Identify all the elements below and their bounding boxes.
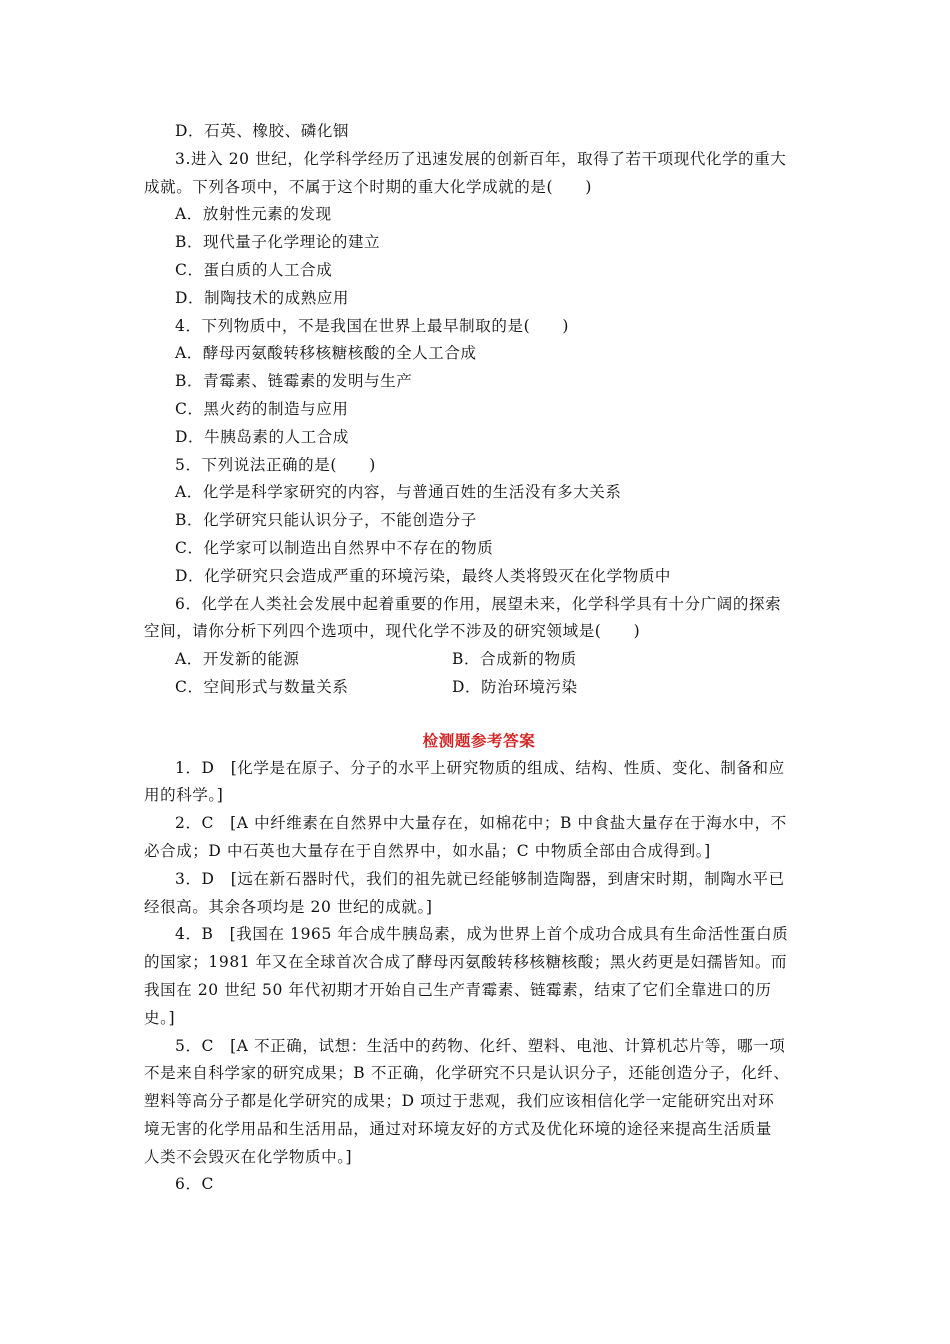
q6-option-a: A．开发新的能源 [175, 650, 300, 669]
answer-4-line-3: 我国在 20 世纪 50 年代初期才开始自己生产青霉素、链霉素，结束了它们全靠进口的历 [144, 980, 772, 999]
q5-option-a: A．化学是科学家研究的内容，与普通百姓的生活没有多大关系 [175, 483, 622, 502]
q4-option-d: D．牛胰岛素的人工合成 [175, 427, 350, 446]
answer-3-line-1: 3．D [远在新石器时代，我们的祖先就已经能够制造陶器，到唐宋时期，制陶水平已 [175, 869, 785, 888]
answer-2-line-1: 2．C [A 中纤维素在自然界中大量存在，如棉花中；B 中食盐大量存在于海水中，不 [175, 814, 787, 833]
q4-option-b: B．青霉素、链霉素的发明与生产 [175, 372, 413, 391]
q5-option-c: C．化学家可以制造出自然界中不存在的物质 [175, 538, 494, 557]
document-page [144, 118, 814, 1199]
q3-option-a: A．放射性元素的发现 [175, 205, 332, 224]
q5-option-b: B．化学研究只能认识分子，不能创造分子 [175, 511, 477, 530]
answer-5-line-3: 塑料等高分子都是化学研究的成果；D 项过于悲观，我们应该相信化学一定能研究出对环 [144, 1092, 775, 1111]
section-gap [144, 702, 814, 727]
q6-option-b: B．合成新的物质 [452, 650, 577, 669]
answer-3-line-2: 经很高。其余各项均是 20 世纪的成就。] [144, 897, 433, 916]
q6-option-c: C．空间形式与数量关系 [175, 677, 349, 696]
q3-stem-line-1: 3.进入 20 世纪，化学科学经历了迅速发展的创新百年，取得了若干项现代化学的重大 [175, 149, 787, 168]
q6-options-row-2 [144, 674, 814, 702]
q4-stem: 4．下列物质中，不是我国在世界上最早制取的是( ) [175, 316, 570, 335]
q5-option-d: D．化学研究只会造成严重的环境污染，最终人类将毁灭在化学物质中 [175, 566, 672, 585]
q3-option-d: D．制陶技术的成熟应用 [175, 288, 350, 307]
answer-5-line-2: 不是来自科学家的研究成果；B 不正确，化学研究不只是认识分子，还能创造分子，化纤、 [144, 1064, 790, 1083]
q3-stem-line-2: 成就。下列各项中，不属于这个时期的重大化学成就的是( ) [144, 177, 592, 196]
q6-stem-line-1: 6．化学在人类社会发展中起着重要的作用，展望未来，化学科学具有十分广阔的探索 [175, 594, 782, 613]
answer-6-line-1: 6．C [175, 1175, 215, 1194]
answer-5-line-4: 境无害的化学用品和生活用品，通过对环境友好的方式及优化环境的途径来提高生活质量 [144, 1119, 772, 1138]
q3-option-c: C．蛋白质的人工合成 [175, 260, 333, 279]
q5-stem: 5．下列说法正确的是( ) [175, 455, 376, 474]
answers-heading: 检测题参考答案 [422, 730, 536, 750]
answer-1-line-1: 1．D [化学是在原子、分子的水平上研究物质的组成、结构、性质、变化、制备和应 [175, 758, 785, 777]
q6-stem-line-2: 空间，请你分析下列四个选项中，现代化学不涉及的研究领域是( ) [144, 622, 641, 641]
q6-options-row-1 [144, 646, 814, 674]
answer-5-line-1: 5．C [A 不正确，试想：生活中的药物、化纤、塑料、电池、计算机芯片等，哪一项 [175, 1036, 786, 1055]
answer-1-line-2: 用的科学。] [144, 786, 224, 805]
q6-option-d: D．防治环境污染 [452, 677, 578, 696]
answer-4-line-4: 史。] [144, 1008, 176, 1027]
answer-4-line-1: 4．B [我国在 1965 年合成牛胰岛素，成为世界上首个成功合成具有生命活性蛋白质 [175, 925, 789, 944]
answer-4-line-2: 的国家；1981 年又在全球首次合成了酵母丙氨酸转移核糖核酸；黑火药更是妇孺皆知。而 [144, 953, 788, 972]
q4-option-c: C．黑火药的制造与应用 [175, 399, 349, 418]
answer-5-line-5: 人类不会毁灭在化学物质中。] [144, 1147, 353, 1166]
q3-option-b: B．现代量子化学理论的建立 [175, 233, 381, 252]
q2-option-d: D．石英、橡胶、磷化铟 [175, 122, 350, 140]
answer-2-line-2: 必合成；D 中石英也大量存在于自然界中，如水晶；C 中物质全部由合成得到。] [144, 841, 711, 860]
q4-option-a: A．酵母丙氨酸转移核糖核酸的全人工合成 [175, 344, 477, 363]
